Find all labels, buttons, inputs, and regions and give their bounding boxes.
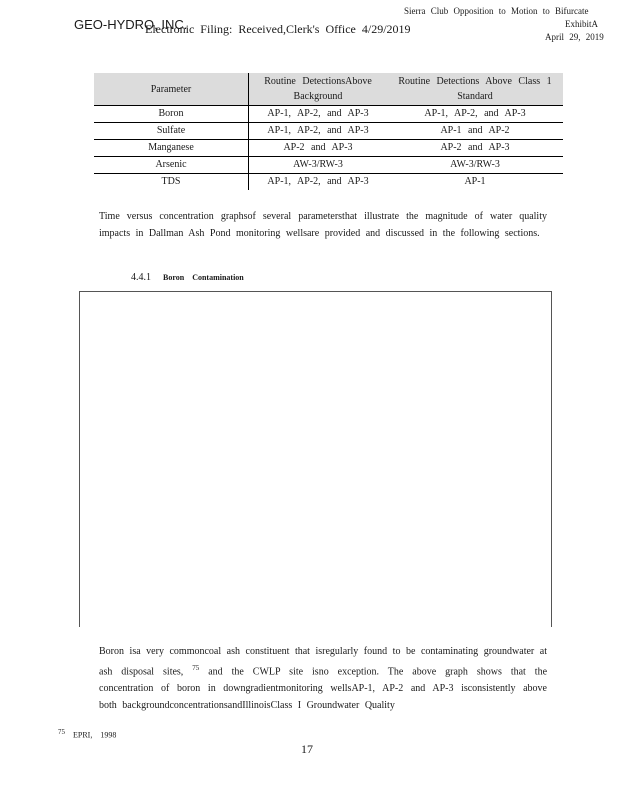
cell-above-background: AP-1, AP-2, and AP-3 <box>249 123 388 140</box>
cell-above-background: AP-2 and AP-3 <box>249 140 388 157</box>
section-title: Boron Contamination <box>163 273 244 282</box>
intro-paragraph: Time versus concentration graphsof several parametersthat illustrate the magnitude of water quality impacts in Dallman Ash Pond monitoring wellsare provided and discussed in the following sections. <box>99 211 547 239</box>
cell-above-background: AW-3/RW-3 <box>249 157 388 174</box>
page-number: 17 <box>301 742 313 756</box>
graph-figure-frame <box>79 291 552 627</box>
cell-parameter: TDS <box>94 174 249 191</box>
table-row <box>94 106 563 123</box>
exhibit-title: Sierra Club Opposition to Motion to Bifurcate <box>404 6 589 16</box>
section-heading <box>131 272 244 283</box>
boron-paragraph <box>99 643 547 714</box>
table-row <box>94 157 563 174</box>
filing-stamp: Electronic Filing: Received,Clerk's Office 4/29/2019 <box>145 22 411 36</box>
boron-paragraph-text-cont: and the CWLP site isno exception. The above graph shows that the concentration of boron in downgradientmonitoring wellsAP-1, AP-2 and AP-3 isconsistently above both backgroundconcentrationsandIllinoisClass I Groundwater Quality <box>99 666 548 712</box>
table-row <box>94 174 563 191</box>
cell-parameter: Boron <box>94 106 249 123</box>
table-header-row <box>94 73 563 106</box>
cell-above-standard: AP-1 and AP-2 <box>387 123 563 140</box>
header-above-standard: Routine Detections Above Class 1 Standard <box>387 73 563 106</box>
cell-parameter: Sulfate <box>94 123 249 140</box>
parameter-table <box>94 73 563 190</box>
footnote-text: EPRI, 1998 <box>73 730 117 740</box>
cell-above-standard: AP-1, AP-2, and AP-3 <box>387 106 563 123</box>
cell-parameter: Manganese <box>94 140 249 157</box>
company-name: GEO-HYDRO, INC. <box>74 17 188 32</box>
boron-paragraph-text: Boron isa very commoncoal ash constituent that isregularly found to be contaminating groundwater at ash disposal sites, <box>99 646 547 678</box>
header-above-background: Routine DetectionsAbove Background <box>249 73 388 106</box>
cell-above-background: AP-1, AP-2, and AP-3 <box>249 106 388 123</box>
table-row <box>94 140 563 157</box>
table-row <box>94 123 563 140</box>
exhibit-date: April 29, 2019 <box>545 32 604 42</box>
exhibit-label: ExhibitA <box>565 19 598 29</box>
cell-parameter: Arsenic <box>94 157 249 174</box>
footnote <box>58 728 116 740</box>
header-parameter: Parameter <box>94 73 249 106</box>
footnote-reference: 75 <box>192 664 200 672</box>
section-number: 4.4.1 <box>131 272 151 283</box>
footnote-marker: 75 <box>58 728 65 736</box>
cell-above-standard: AP-2 and AP-3 <box>387 140 563 157</box>
cell-above-standard: AP-1 <box>464 176 486 187</box>
cell-above-background: AP-1, AP-2, and AP-3 <box>267 176 369 187</box>
cell-above-standard: AW-3/RW-3 <box>387 157 563 174</box>
